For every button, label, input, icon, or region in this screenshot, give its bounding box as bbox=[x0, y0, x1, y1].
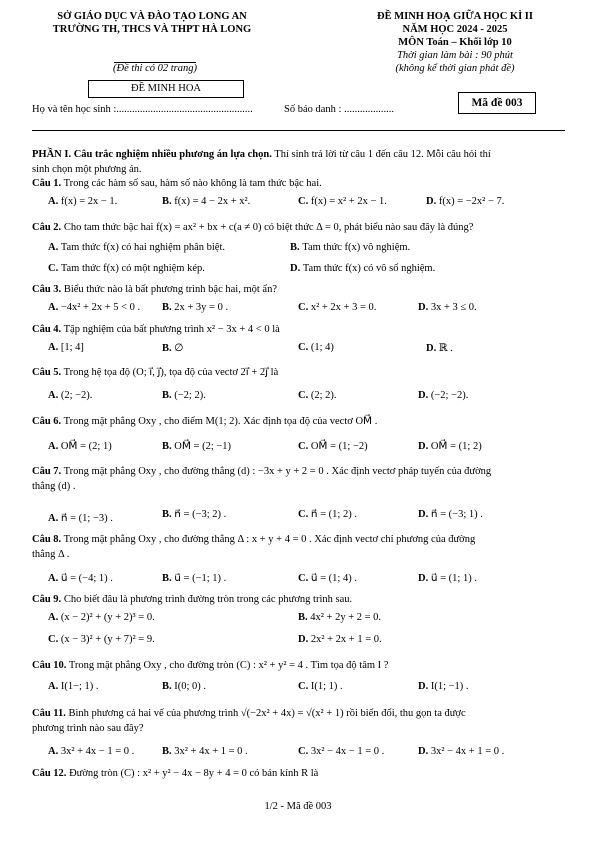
option-text: x² + 2x + 3 = 0. bbox=[310, 302, 377, 313]
option-b[interactable]: B. (−2; 2). bbox=[162, 390, 206, 401]
option-d[interactable]: D. OM⃗ = (1; 2) bbox=[418, 441, 482, 452]
option-d[interactable]: D. I(1; −1) . bbox=[418, 681, 469, 692]
option-b[interactable]: B. 3x² + 4x + 1 = 0 . bbox=[162, 746, 248, 757]
option-text: n⃗ = (−3; 2) . bbox=[174, 509, 227, 520]
question-number: Câu 8. bbox=[32, 534, 62, 545]
question-1 bbox=[32, 176, 562, 191]
option-text: I(0; 0) . bbox=[174, 681, 207, 692]
option-text: 2x² + 2x + 1 = 0. bbox=[310, 634, 382, 645]
option-b[interactable]: B. ∅ bbox=[162, 343, 184, 354]
option-text: u⃗ = (1; 4) . bbox=[310, 573, 357, 584]
question-7 bbox=[32, 464, 562, 494]
option-c[interactable]: C. x² + 2x + 3 = 0. bbox=[298, 302, 377, 313]
option-b[interactable]: B. I(0; 0) . bbox=[162, 681, 207, 692]
option-b[interactable]: B. Tam thức f(x) vô nghiệm. bbox=[290, 242, 411, 253]
option-text: n⃗ = (−3; 1) . bbox=[430, 509, 483, 520]
option-text: OM⃗ = (1; 2) bbox=[430, 441, 482, 452]
option-text: f(x) = 2x − 1. bbox=[60, 196, 118, 207]
option-text: Tam thức f(x) vô nghiệm. bbox=[302, 242, 411, 253]
question-text: Cho biết đâu là phương trình đường tròn trong các phương trình sau. bbox=[61, 594, 353, 605]
option-a[interactable]: A. (2; −2). bbox=[48, 390, 93, 401]
option-c[interactable]: C. I(1; 1) . bbox=[298, 681, 343, 692]
option-b[interactable]: B. n⃗ = (−3; 2) . bbox=[162, 509, 227, 520]
option-c[interactable]: C. OM⃗ = (1; −2) bbox=[298, 441, 368, 452]
question-text-cont: thẳng (d) . bbox=[32, 481, 76, 492]
option-text: (x − 3)² + (y + 7)² = 9. bbox=[60, 634, 155, 645]
question-number: Câu 11. bbox=[32, 708, 66, 719]
option-c[interactable]: C. (2; 2). bbox=[298, 390, 337, 401]
time-note: (không kể thời gian phát đề) bbox=[395, 63, 515, 74]
question-number: Câu 6. bbox=[32, 416, 62, 427]
question-number: Câu 3. bbox=[32, 284, 62, 295]
question-number: Câu 9. bbox=[32, 594, 62, 605]
option-text: f(x) = x² + 2x − 1. bbox=[310, 196, 387, 207]
page-count-note: (Đề thi có 02 trang) bbox=[113, 63, 197, 74]
option-text: (2; 2). bbox=[310, 390, 337, 401]
question-number: Câu 12. bbox=[32, 768, 67, 779]
option-text: −4x² + 2x + 5 < 0 . bbox=[60, 302, 141, 313]
option-text: f(x) = −2x² − 7. bbox=[438, 196, 505, 207]
option-d[interactable]: D. Tam thức f(x) có vô số nghiệm. bbox=[290, 263, 436, 274]
option-a[interactable]: A. I(1−; 1) . bbox=[48, 681, 99, 692]
option-text: (−2; 2). bbox=[174, 390, 206, 401]
school-year: NĂM HỌC 2024 - 2025 bbox=[402, 24, 508, 35]
question-5 bbox=[32, 365, 562, 380]
option-a[interactable]: A. −4x² + 2x + 5 < 0 . bbox=[48, 302, 141, 313]
option-text: [1; 4] bbox=[60, 342, 84, 353]
option-text: u⃗ = (−4; 1) . bbox=[60, 573, 113, 584]
option-d[interactable]: D. n⃗ = (−3; 1) . bbox=[418, 509, 483, 520]
question-text: Bình phương cả hai vế của phương trình √(−2x² + 4x) = √(x² + 1) rồi biến đổi, thu gọn ta được bbox=[65, 708, 466, 719]
option-b[interactable]: B. OM⃗ = (2; −1) bbox=[162, 441, 232, 452]
question-text: Trong mặt phẳng Oxy , cho điểm M(1; 2). Xác định tọa độ của vectơ OM⃗ . bbox=[61, 416, 378, 427]
option-a[interactable]: A. (x − 2)² + (y + 2)³ = 0. bbox=[48, 612, 155, 623]
part1-title: PHẦN I. Câu trắc nghiệm nhiều phương án lựa chọn. bbox=[32, 149, 272, 160]
part1-desc: Thí sinh trả lời từ câu 1 đến câu 12. Mỗi câu hỏi thí bbox=[271, 149, 491, 160]
option-text: f(x) = 4 − 2x + x². bbox=[174, 196, 251, 207]
option-d[interactable]: D. (−2; −2). bbox=[418, 390, 469, 401]
exam-code: Mã đề 003 bbox=[471, 97, 523, 109]
question-number: Câu 10. bbox=[32, 660, 67, 671]
option-a[interactable]: A. u⃗ = (−4; 1) . bbox=[48, 573, 113, 584]
option-b[interactable]: B. 4x² + 2y + 2 = 0. bbox=[298, 612, 382, 623]
option-b[interactable]: B. u⃗ = (−1; 1) . bbox=[162, 573, 227, 584]
option-text: 3x² − 4x + 1 = 0 . bbox=[430, 746, 505, 757]
option-text: n⃗ = (1; 2) . bbox=[310, 509, 357, 520]
option-c[interactable]: C. n⃗ = (1; 2) . bbox=[298, 509, 357, 520]
option-text: (1; 4) bbox=[310, 342, 334, 353]
option-text: 3x + 3 ≤ 0. bbox=[430, 302, 477, 313]
question-text: Trong mặt phẳng Oxy , cho đường thẳng (d) : −3x + y + 2 = 0 . Xác định vectơ pháp tuyến của đường bbox=[61, 466, 492, 477]
option-d[interactable]: D. 2x² + 2x + 1 = 0. bbox=[298, 634, 382, 645]
time-limit: Thời gian làm bài : 90 phút bbox=[397, 50, 513, 61]
option-a[interactable]: A. f(x) = 2x − 1. bbox=[48, 196, 118, 207]
page-footer: 1/2 - Mã đề 003 bbox=[264, 801, 332, 812]
dept-name: SỞ GIÁO DỤC VÀ ĐÀO TẠO LONG AN bbox=[57, 11, 247, 22]
exam-label: ĐỀ MINH HOA bbox=[131, 83, 201, 94]
option-text: OM⃗ = (2; 1) bbox=[60, 441, 112, 452]
exam-code-box bbox=[458, 92, 536, 114]
option-a[interactable]: A. OM⃗ = (2; 1) bbox=[48, 441, 112, 452]
question-6 bbox=[32, 414, 562, 429]
option-c[interactable]: C. Tam thức f(x) có một nghiệm kép. bbox=[48, 263, 205, 274]
question-4 bbox=[32, 322, 562, 337]
option-text: n⃗ = (1; −3) . bbox=[60, 513, 113, 524]
option-b[interactable]: B. 2x + 3y = 0 . bbox=[162, 302, 229, 313]
option-text: OM⃗ = (2; −1) bbox=[174, 441, 232, 452]
question-8 bbox=[32, 532, 562, 562]
option-text: Tam thức f(x) có một nghiệm kép. bbox=[60, 263, 205, 274]
subject: MÔN Toán – Khối lớp 10 bbox=[398, 37, 512, 48]
student-name-field: Họ và tên học sinh :.................................................... bbox=[32, 104, 253, 115]
option-text: ∅ bbox=[174, 343, 184, 354]
question-text: Trong mặt phẳng Oxy , cho đường thẳng Δ : x + y + 4 = 0 . Xác định vectơ chỉ phương của đường bbox=[61, 534, 476, 545]
option-a[interactable]: A. n⃗ = (1; −3) . bbox=[48, 513, 113, 524]
exam-title: ĐỀ MINH HOẠ GIỮA HỌC KÌ II bbox=[377, 11, 533, 22]
option-text: u⃗ = (1; 1) . bbox=[430, 573, 477, 584]
part1-intro bbox=[32, 147, 562, 177]
option-c[interactable]: C. f(x) = x² + 2x − 1. bbox=[298, 196, 387, 207]
question-text-cont: phương trình nào sau đây? bbox=[32, 723, 144, 734]
option-c[interactable]: C. 3x² − 4x − 1 = 0 . bbox=[298, 746, 385, 757]
question-text: Trong hệ tọa độ (O; i⃗, j⃗), tọa độ của vectơ 2i⃗ + 2j⃗ là bbox=[61, 367, 279, 378]
question-12 bbox=[32, 766, 562, 781]
option-text: Tam thức f(x) có vô số nghiệm. bbox=[302, 263, 436, 274]
option-d[interactable]: D. f(x) = −2x² − 7. bbox=[426, 196, 505, 207]
option-text: OM⃗ = (1; −2) bbox=[310, 441, 368, 452]
question-2 bbox=[32, 220, 562, 235]
option-text: (−2; −2). bbox=[430, 390, 469, 401]
header-divider bbox=[32, 130, 565, 131]
question-number: Câu 5. bbox=[32, 367, 62, 378]
option-d[interactable]: D. 3x² − 4x + 1 = 0 . bbox=[418, 746, 505, 757]
question-number: Câu 7. bbox=[32, 466, 62, 477]
option-text: 2x + 3y = 0 . bbox=[174, 302, 229, 313]
option-text: (2; −2). bbox=[60, 390, 93, 401]
question-9 bbox=[32, 592, 562, 607]
school-name: TRƯỜNG TH, THCS VÀ THPT HÀ LONG bbox=[52, 24, 252, 35]
exam-label-box bbox=[88, 80, 244, 98]
option-a[interactable]: A. 3x² + 4x − 1 = 0 . bbox=[48, 746, 135, 757]
question-text: Biểu thức nào là bất phương trình bậc hai, một ẩn? bbox=[61, 284, 277, 295]
option-text: (x − 2)² + (y + 2)³ = 0. bbox=[60, 612, 155, 623]
question-text-cont: thẳng Δ . bbox=[32, 549, 70, 560]
option-a[interactable]: A. Tam thức f(x) có hai nghiệm phân biệt. bbox=[48, 242, 225, 253]
option-text: u⃗ = (−1; 1) . bbox=[174, 573, 227, 584]
option-c[interactable]: C. (1; 4) bbox=[298, 342, 334, 353]
option-text: I(1−; 1) . bbox=[60, 681, 99, 692]
question-text: Đường tròn (C) : x² + y² − 4x − 8y + 4 = 0 có bán kính R là bbox=[66, 768, 319, 779]
question-text: Trong mặt phẳng Oxy , cho đường tròn (C) : x² + y² = 4 . Tìm tọa độ tâm I ? bbox=[66, 660, 389, 671]
option-b[interactable]: B. f(x) = 4 − 2x + x². bbox=[162, 196, 251, 207]
option-text: Tam thức f(x) có hai nghiệm phân biệt. bbox=[60, 242, 225, 253]
option-d[interactable]: D. ℝ . bbox=[426, 343, 453, 354]
question-text: Trong các hàm số sau, hàm số nào không là tam thức bậc hai. bbox=[61, 178, 322, 189]
option-d[interactable]: D. u⃗ = (1; 1) . bbox=[418, 573, 477, 584]
question-text: Tập nghiệm của bất phương trình x² − 3x + 4 < 0 là bbox=[61, 324, 280, 335]
part1-desc2: sinh chọn một phương án. bbox=[32, 164, 142, 175]
question-number: Câu 4. bbox=[32, 324, 62, 335]
option-text: 3x² − 4x − 1 = 0 . bbox=[310, 746, 385, 757]
question-10 bbox=[32, 658, 562, 673]
option-text: 3x² + 4x − 1 = 0 . bbox=[60, 746, 135, 757]
option-c[interactable]: C. u⃗ = (1; 4) . bbox=[298, 573, 357, 584]
student-id-field: Số báo danh : ................... bbox=[284, 104, 394, 115]
option-text: ℝ . bbox=[438, 343, 453, 354]
option-text: 3x² + 4x + 1 = 0 . bbox=[174, 746, 248, 757]
option-text: I(1; −1) . bbox=[430, 681, 469, 692]
option-d[interactable]: D. 3x + 3 ≤ 0. bbox=[418, 302, 477, 313]
option-text: I(1; 1) . bbox=[310, 681, 343, 692]
question-11 bbox=[32, 706, 562, 736]
question-text: Cho tam thức bậc hai f(x) = ax² + bx + c(a ≠ 0) có biệt thức Δ = 0, phát biểu nào sau đây là đúng? bbox=[61, 222, 474, 233]
question-number: Câu 2. bbox=[32, 222, 62, 233]
question-number: Câu 1. bbox=[32, 178, 62, 189]
option-c[interactable]: C. (x − 3)² + (y + 7)² = 9. bbox=[48, 634, 155, 645]
option-text: 4x² + 2y + 2 = 0. bbox=[310, 612, 382, 623]
option-a[interactable]: A. [1; 4] bbox=[48, 342, 84, 353]
question-3 bbox=[32, 282, 562, 297]
